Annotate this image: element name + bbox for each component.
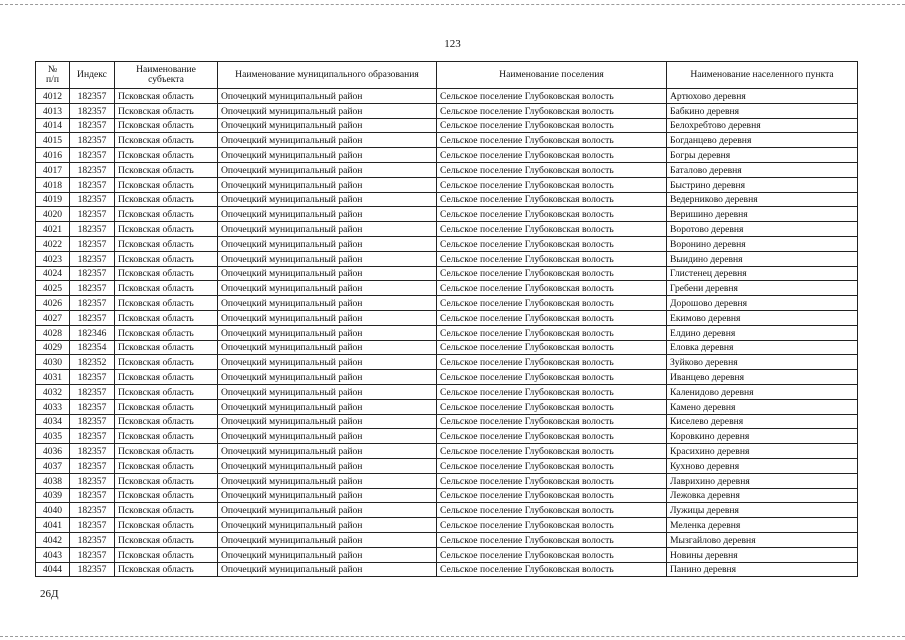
cell-locality: Веришино деревня xyxy=(667,207,858,222)
cell-index: 182357 xyxy=(70,562,115,577)
cell-locality: Бабкино деревня xyxy=(667,103,858,118)
table-row xyxy=(36,414,858,429)
cell-num: 4013 xyxy=(36,103,70,118)
cell-num: 4028 xyxy=(36,325,70,340)
cell-index: 182357 xyxy=(70,296,115,311)
table-row xyxy=(36,473,858,488)
cell-municipality: Опочецкий муниципальный район xyxy=(218,162,437,177)
cell-settlement: Сельское поселение Глубоковская волость xyxy=(437,118,667,133)
cell-num: 4039 xyxy=(36,488,70,503)
cell-num: 4017 xyxy=(36,162,70,177)
cell-settlement: Сельское поселение Глубоковская волость xyxy=(437,518,667,533)
table-row xyxy=(36,192,858,207)
cell-locality: Каленидово деревня xyxy=(667,384,858,399)
cell-index: 182357 xyxy=(70,222,115,237)
settlements-table xyxy=(35,61,858,577)
cell-num: 4038 xyxy=(36,473,70,488)
cell-municipality: Опочецкий муниципальный район xyxy=(218,488,437,503)
cell-num: 4012 xyxy=(36,89,70,104)
cell-municipality: Опочецкий муниципальный район xyxy=(218,384,437,399)
footer-code: 26Д xyxy=(40,588,59,600)
cell-index: 182357 xyxy=(70,370,115,385)
cell-index: 182357 xyxy=(70,251,115,266)
cell-subject: Псковская область xyxy=(115,503,218,518)
cell-locality: Гребени деревня xyxy=(667,281,858,296)
cell-index: 182357 xyxy=(70,429,115,444)
cell-settlement: Сельское поселение Глубоковская волость xyxy=(437,296,667,311)
cell-subject: Псковская область xyxy=(115,133,218,148)
table-row xyxy=(36,384,858,399)
table-row xyxy=(36,266,858,281)
header-municipality: Наименование муниципального образования xyxy=(218,62,437,89)
cell-locality: Зуйково деревня xyxy=(667,355,858,370)
cell-locality: Коровкино деревня xyxy=(667,429,858,444)
table-header xyxy=(36,62,858,89)
cell-locality: Баталово деревня xyxy=(667,162,858,177)
cell-index: 182357 xyxy=(70,192,115,207)
cell-locality: Глистенец деревня xyxy=(667,266,858,281)
cell-subject: Псковская область xyxy=(115,429,218,444)
cell-municipality: Опочецкий муниципальный район xyxy=(218,266,437,281)
cell-num: 4032 xyxy=(36,384,70,399)
cell-settlement: Сельское поселение Глубоковская волость xyxy=(437,458,667,473)
cell-settlement: Сельское поселение Глубоковская волость xyxy=(437,532,667,547)
cell-subject: Псковская область xyxy=(115,518,218,533)
cell-locality: Артюхово деревня xyxy=(667,89,858,104)
cell-num: 4024 xyxy=(36,266,70,281)
table-row xyxy=(36,236,858,251)
cell-subject: Псковская область xyxy=(115,266,218,281)
cell-locality: Елдино деревня xyxy=(667,325,858,340)
cell-subject: Псковская область xyxy=(115,222,218,237)
table-row xyxy=(36,148,858,163)
cell-settlement: Сельское поселение Глубоковская волость xyxy=(437,310,667,325)
cell-num: 4026 xyxy=(36,296,70,311)
table-row xyxy=(36,133,858,148)
table-row xyxy=(36,547,858,562)
cell-index: 182357 xyxy=(70,103,115,118)
table-row xyxy=(36,355,858,370)
cell-num: 4014 xyxy=(36,118,70,133)
cell-settlement: Сельское поселение Глубоковская волость xyxy=(437,103,667,118)
cell-municipality: Опочецкий муниципальный район xyxy=(218,133,437,148)
header-locality: Наименование населенного пункта xyxy=(667,62,858,89)
cell-index: 182357 xyxy=(70,162,115,177)
cell-num: 4015 xyxy=(36,133,70,148)
cell-subject: Псковская область xyxy=(115,444,218,459)
cell-subject: Псковская область xyxy=(115,148,218,163)
cell-index: 182357 xyxy=(70,547,115,562)
cell-locality: Воротово деревня xyxy=(667,222,858,237)
cell-settlement: Сельское поселение Глубоковская волость xyxy=(437,281,667,296)
cell-locality: Камено деревня xyxy=(667,399,858,414)
cell-settlement: Сельское поселение Глубоковская волость xyxy=(437,148,667,163)
cell-locality: Ведерниково деревня xyxy=(667,192,858,207)
cell-index: 182357 xyxy=(70,414,115,429)
cell-num: 4033 xyxy=(36,399,70,414)
cell-num: 4022 xyxy=(36,236,70,251)
cell-settlement: Сельское поселение Глубоковская волость xyxy=(437,251,667,266)
table-row xyxy=(36,296,858,311)
cell-index: 182357 xyxy=(70,133,115,148)
table-row xyxy=(36,340,858,355)
cell-subject: Псковская область xyxy=(115,103,218,118)
table-row xyxy=(36,370,858,385)
cell-municipality: Опочецкий муниципальный район xyxy=(218,414,437,429)
table-row xyxy=(36,251,858,266)
cell-municipality: Опочецкий муниципальный район xyxy=(218,340,437,355)
cell-subject: Псковская область xyxy=(115,89,218,104)
cell-num: 4044 xyxy=(36,562,70,577)
table-row xyxy=(36,207,858,222)
cell-subject: Псковская область xyxy=(115,370,218,385)
cell-settlement: Сельское поселение Глубоковская волость xyxy=(437,222,667,237)
cell-municipality: Опочецкий муниципальный район xyxy=(218,103,437,118)
cell-subject: Псковская область xyxy=(115,340,218,355)
cell-index: 182357 xyxy=(70,148,115,163)
cell-subject: Псковская область xyxy=(115,384,218,399)
cell-settlement: Сельское поселение Глубоковская волость xyxy=(437,355,667,370)
cell-index: 182357 xyxy=(70,473,115,488)
cell-index: 182357 xyxy=(70,458,115,473)
cell-locality: Богры деревня xyxy=(667,148,858,163)
cell-municipality: Опочецкий муниципальный район xyxy=(218,222,437,237)
cell-settlement: Сельское поселение Глубоковская волость xyxy=(437,503,667,518)
cell-settlement: Сельское поселение Глубоковская волость xyxy=(437,370,667,385)
cell-subject: Псковская область xyxy=(115,281,218,296)
cell-num: 4041 xyxy=(36,518,70,533)
header-num-line2: п/п xyxy=(46,74,59,85)
cell-locality: Быстрино деревня xyxy=(667,177,858,192)
cell-num: 4030 xyxy=(36,355,70,370)
table-row xyxy=(36,532,858,547)
cell-num: 4043 xyxy=(36,547,70,562)
cell-num: 4042 xyxy=(36,532,70,547)
cell-index: 182357 xyxy=(70,281,115,296)
cell-num: 4019 xyxy=(36,192,70,207)
cell-index: 182357 xyxy=(70,310,115,325)
cell-municipality: Опочецкий муниципальный район xyxy=(218,251,437,266)
cell-municipality: Опочецкий муниципальный район xyxy=(218,192,437,207)
cell-locality: Лежовка деревня xyxy=(667,488,858,503)
cell-municipality: Опочецкий муниципальный район xyxy=(218,207,437,222)
cell-locality: Лаврихино деревня xyxy=(667,473,858,488)
table-body xyxy=(36,89,858,577)
cell-index: 182357 xyxy=(70,532,115,547)
header-subject-line1: Наименование xyxy=(136,64,196,75)
cell-municipality: Опочецкий муниципальный район xyxy=(218,518,437,533)
cell-index: 182357 xyxy=(70,503,115,518)
cell-settlement: Сельское поселение Глубоковская волость xyxy=(437,473,667,488)
cell-settlement: Сельское поселение Глубоковская волость xyxy=(437,192,667,207)
cell-locality: Мызгайлово деревня xyxy=(667,532,858,547)
cell-num: 4020 xyxy=(36,207,70,222)
header-index: Индекс xyxy=(70,62,115,89)
cell-municipality: Опочецкий муниципальный район xyxy=(218,532,437,547)
cell-subject: Псковская область xyxy=(115,296,218,311)
table-row xyxy=(36,518,858,533)
cell-num: 4027 xyxy=(36,310,70,325)
cell-municipality: Опочецкий муниципальный район xyxy=(218,118,437,133)
cell-settlement: Сельское поселение Глубоковская волость xyxy=(437,340,667,355)
cell-index: 182357 xyxy=(70,399,115,414)
cell-settlement: Сельское поселение Глубоковская волость xyxy=(437,325,667,340)
cell-subject: Псковская область xyxy=(115,251,218,266)
cell-index: 182346 xyxy=(70,325,115,340)
cell-subject: Псковская область xyxy=(115,547,218,562)
header-row xyxy=(36,62,858,89)
cell-num: 4040 xyxy=(36,503,70,518)
cell-settlement: Сельское поселение Глубоковская волость xyxy=(437,236,667,251)
table-row xyxy=(36,162,858,177)
cell-locality: Панино деревня xyxy=(667,562,858,577)
cell-index: 182357 xyxy=(70,518,115,533)
cell-subject: Псковская область xyxy=(115,310,218,325)
cell-index: 182357 xyxy=(70,236,115,251)
cell-locality: Дорошово деревня xyxy=(667,296,858,311)
table-row xyxy=(36,222,858,237)
table-row xyxy=(36,399,858,414)
table-row xyxy=(36,325,858,340)
cell-subject: Псковская область xyxy=(115,192,218,207)
cell-subject: Псковская область xyxy=(115,207,218,222)
cell-subject: Псковская область xyxy=(115,355,218,370)
cell-subject: Псковская область xyxy=(115,162,218,177)
cell-municipality: Опочецкий муниципальный район xyxy=(218,444,437,459)
cell-num: 4018 xyxy=(36,177,70,192)
cell-num: 4025 xyxy=(36,281,70,296)
cell-municipality: Опочецкий муниципальный район xyxy=(218,429,437,444)
cell-locality: Лужицы деревня xyxy=(667,503,858,518)
cell-settlement: Сельское поселение Глубоковская волость xyxy=(437,266,667,281)
cell-index: 182357 xyxy=(70,207,115,222)
cell-locality: Воронино деревня xyxy=(667,236,858,251)
cell-subject: Псковская область xyxy=(115,562,218,577)
cell-index: 182352 xyxy=(70,355,115,370)
cell-municipality: Опочецкий муниципальный район xyxy=(218,355,437,370)
cell-municipality: Опочецкий муниципальный район xyxy=(218,89,437,104)
cell-municipality: Опочецкий муниципальный район xyxy=(218,325,437,340)
cell-index: 182357 xyxy=(70,488,115,503)
cell-municipality: Опочецкий муниципальный район xyxy=(218,236,437,251)
cell-locality: Белохребтово деревня xyxy=(667,118,858,133)
table-row xyxy=(36,429,858,444)
cell-settlement: Сельское поселение Глубоковская волость xyxy=(437,399,667,414)
cell-subject: Псковская область xyxy=(115,532,218,547)
cell-municipality: Опочецкий муниципальный район xyxy=(218,399,437,414)
cell-municipality: Опочецкий муниципальный район xyxy=(218,503,437,518)
cell-municipality: Опочецкий муниципальный район xyxy=(218,281,437,296)
header-subject-line2: субъекта xyxy=(148,74,184,85)
cell-settlement: Сельское поселение Глубоковская волость xyxy=(437,384,667,399)
cell-num: 4016 xyxy=(36,148,70,163)
cell-settlement: Сельское поселение Глубоковская волость xyxy=(437,207,667,222)
cell-settlement: Сельское поселение Глубоковская волость xyxy=(437,429,667,444)
cell-locality: Красихино деревня xyxy=(667,444,858,459)
cell-settlement: Сельское поселение Глубоковская волость xyxy=(437,89,667,104)
table-row xyxy=(36,458,858,473)
cell-settlement: Сельское поселение Глубоковская волость xyxy=(437,162,667,177)
table-row xyxy=(36,103,858,118)
cell-subject: Псковская область xyxy=(115,473,218,488)
table-row xyxy=(36,310,858,325)
cell-locality: Иванцево деревня xyxy=(667,370,858,385)
cell-num: 4029 xyxy=(36,340,70,355)
cell-municipality: Опочецкий муниципальный район xyxy=(218,547,437,562)
cell-num: 4036 xyxy=(36,444,70,459)
cell-subject: Псковская область xyxy=(115,236,218,251)
cell-municipality: Опочецкий муниципальный район xyxy=(218,562,437,577)
table-row xyxy=(36,488,858,503)
cell-subject: Псковская область xyxy=(115,399,218,414)
cell-municipality: Опочецкий муниципальный район xyxy=(218,296,437,311)
cell-locality: Еловка деревня xyxy=(667,340,858,355)
cell-index: 182357 xyxy=(70,384,115,399)
page-number: 123 xyxy=(444,38,461,50)
cell-municipality: Опочецкий муниципальный район xyxy=(218,148,437,163)
table-row xyxy=(36,503,858,518)
scan-bottom-edge xyxy=(0,636,905,637)
cell-index: 182357 xyxy=(70,266,115,281)
cell-subject: Псковская область xyxy=(115,325,218,340)
cell-num: 4021 xyxy=(36,222,70,237)
cell-settlement: Сельское поселение Глубоковская волость xyxy=(437,488,667,503)
cell-subject: Псковская область xyxy=(115,414,218,429)
cell-locality: Кухново деревня xyxy=(667,458,858,473)
cell-settlement: Сельское поселение Глубоковская волость xyxy=(437,562,667,577)
header-subject xyxy=(115,62,218,89)
cell-locality: Выидино деревня xyxy=(667,251,858,266)
scan-top-edge xyxy=(0,4,905,5)
cell-municipality: Опочецкий муниципальный район xyxy=(218,177,437,192)
table-row xyxy=(36,89,858,104)
table-row xyxy=(36,118,858,133)
cell-municipality: Опочецкий муниципальный район xyxy=(218,458,437,473)
cell-settlement: Сельское поселение Глубоковская волость xyxy=(437,547,667,562)
header-num xyxy=(36,62,70,89)
cell-municipality: Опочецкий муниципальный район xyxy=(218,370,437,385)
cell-num: 4034 xyxy=(36,414,70,429)
cell-subject: Псковская область xyxy=(115,488,218,503)
cell-settlement: Сельское поселение Глубоковская волость xyxy=(437,414,667,429)
header-num-line1: № xyxy=(47,64,58,75)
cell-num: 4035 xyxy=(36,429,70,444)
cell-settlement: Сельское поселение Глубоковская волость xyxy=(437,444,667,459)
table-row xyxy=(36,444,858,459)
cell-subject: Псковская область xyxy=(115,177,218,192)
table-row xyxy=(36,177,858,192)
table-row xyxy=(36,281,858,296)
cell-index: 182354 xyxy=(70,340,115,355)
cell-index: 182357 xyxy=(70,444,115,459)
table-row xyxy=(36,562,858,577)
cell-num: 4023 xyxy=(36,251,70,266)
cell-num: 4037 xyxy=(36,458,70,473)
cell-locality: Новины деревня xyxy=(667,547,858,562)
cell-municipality: Опочецкий муниципальный район xyxy=(218,310,437,325)
cell-index: 182357 xyxy=(70,177,115,192)
cell-locality: Богданцево деревня xyxy=(667,133,858,148)
cell-settlement: Сельское поселение Глубоковская волость xyxy=(437,177,667,192)
cell-locality: Меленка деревня xyxy=(667,518,858,533)
cell-num: 4031 xyxy=(36,370,70,385)
cell-index: 182357 xyxy=(70,89,115,104)
cell-index: 182357 xyxy=(70,118,115,133)
cell-subject: Псковская область xyxy=(115,458,218,473)
cell-locality: Екимово деревня xyxy=(667,310,858,325)
cell-settlement: Сельское поселение Глубоковская волость xyxy=(437,133,667,148)
cell-municipality: Опочецкий муниципальный район xyxy=(218,473,437,488)
cell-subject: Псковская область xyxy=(115,118,218,133)
cell-locality: Киселево деревня xyxy=(667,414,858,429)
header-settlement: Наименование поселения xyxy=(437,62,667,89)
